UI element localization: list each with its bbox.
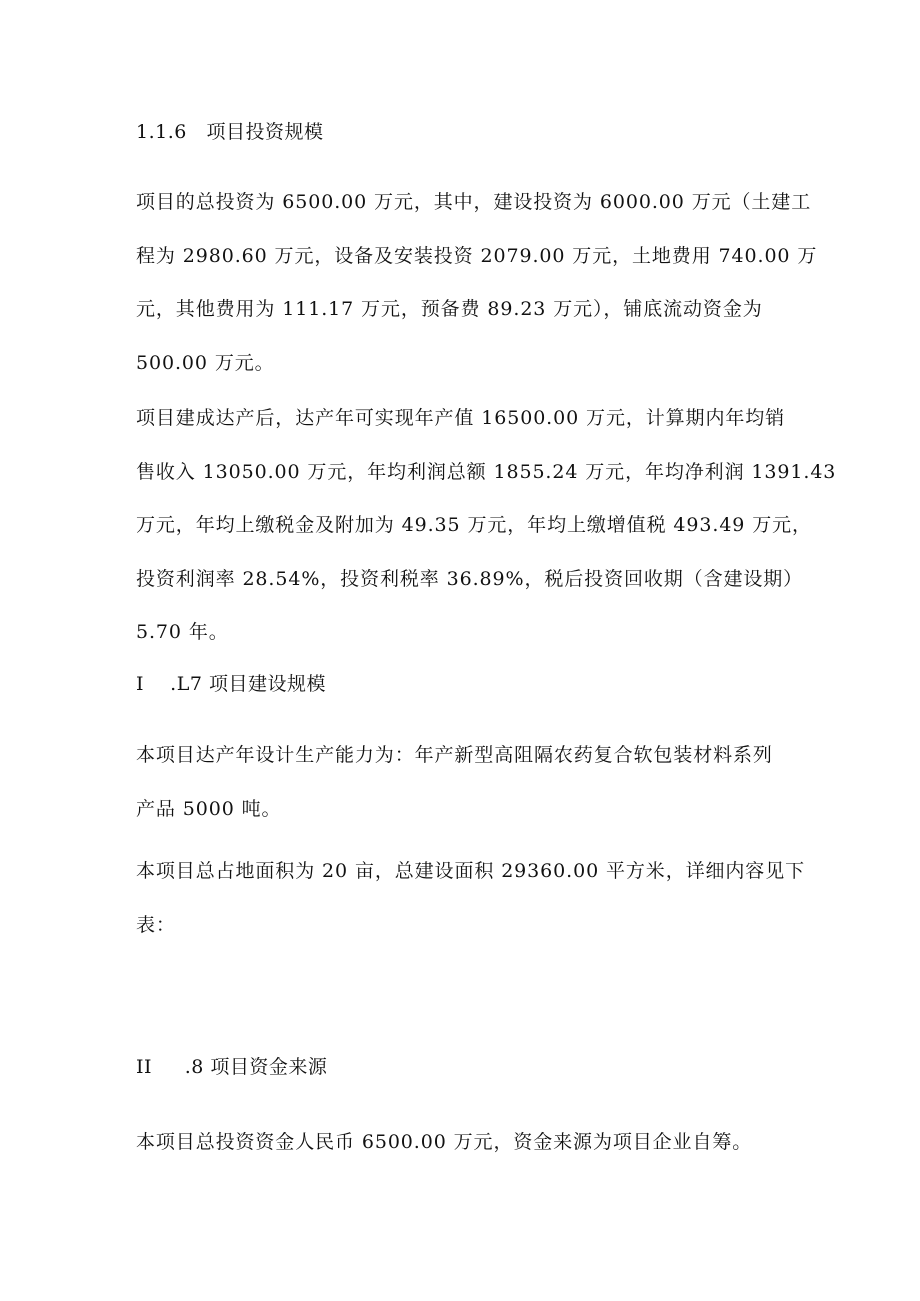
funding-source-paragraph xyxy=(136,1116,796,1170)
text-line: 项目的总投资为 6500.00 万元，其中，建设投资为 6000.00 万元（土建工 xyxy=(136,191,812,213)
text-line: 项目建成达产后，达产年可实现年产值 16500.00 万元，计算期内年均销 xyxy=(136,407,786,429)
text-line: 元，其他费用为 111.17 万元，预备费 89.23 万元），铺底流动资金为 xyxy=(136,298,763,320)
text-line: 投资利润率 28.54%，投资利税率 36.89%，税后投资回收期（含建设期） xyxy=(136,567,804,590)
text-line: 本项目达产年设计生产能力为：年产新型高阻隔农药复合软包装材料系列 xyxy=(136,744,773,766)
text-line: 表： xyxy=(136,913,176,936)
text-line: 本项目总占地面积为 20 亩，总建设面积 29360.00 平方米，详细内容见下 xyxy=(136,860,805,882)
section-heading-1-1-6: 1.1.6 项目投资规模 xyxy=(136,121,324,143)
production-capacity-paragraph xyxy=(136,729,796,836)
section-heading-1-1-7: I .L7 项目建设规模 xyxy=(136,673,326,695)
text-line: 售收入 13050.00 万元，年均利润总额 1855.24 万元，年均净利润 1391.43 xyxy=(136,460,837,483)
text-line: 5.70 年。 xyxy=(136,621,229,643)
text-line: 万元，年均上缴税金及附加为 49.35 万元，年均上缴增值税 493.49 万元， xyxy=(136,514,812,536)
economic-indicators-paragraph xyxy=(136,392,837,660)
text-line: 本项目总投资资金人民币 6500.00 万元，资金来源为项目企业自筹。 xyxy=(136,1131,753,1153)
land-area-paragraph xyxy=(136,845,805,952)
section-heading-1-1-8: II .8 项目资金来源 xyxy=(136,1056,328,1078)
text-line: 500.00 万元。 xyxy=(136,351,275,374)
text-line: 程为 2980.60 万元，设备及安装投资 2079.00 万元，土地费用 740.00 万 xyxy=(136,244,818,267)
text-line: 产品 5000 吨。 xyxy=(136,797,282,820)
investment-scale-paragraph xyxy=(136,176,818,390)
